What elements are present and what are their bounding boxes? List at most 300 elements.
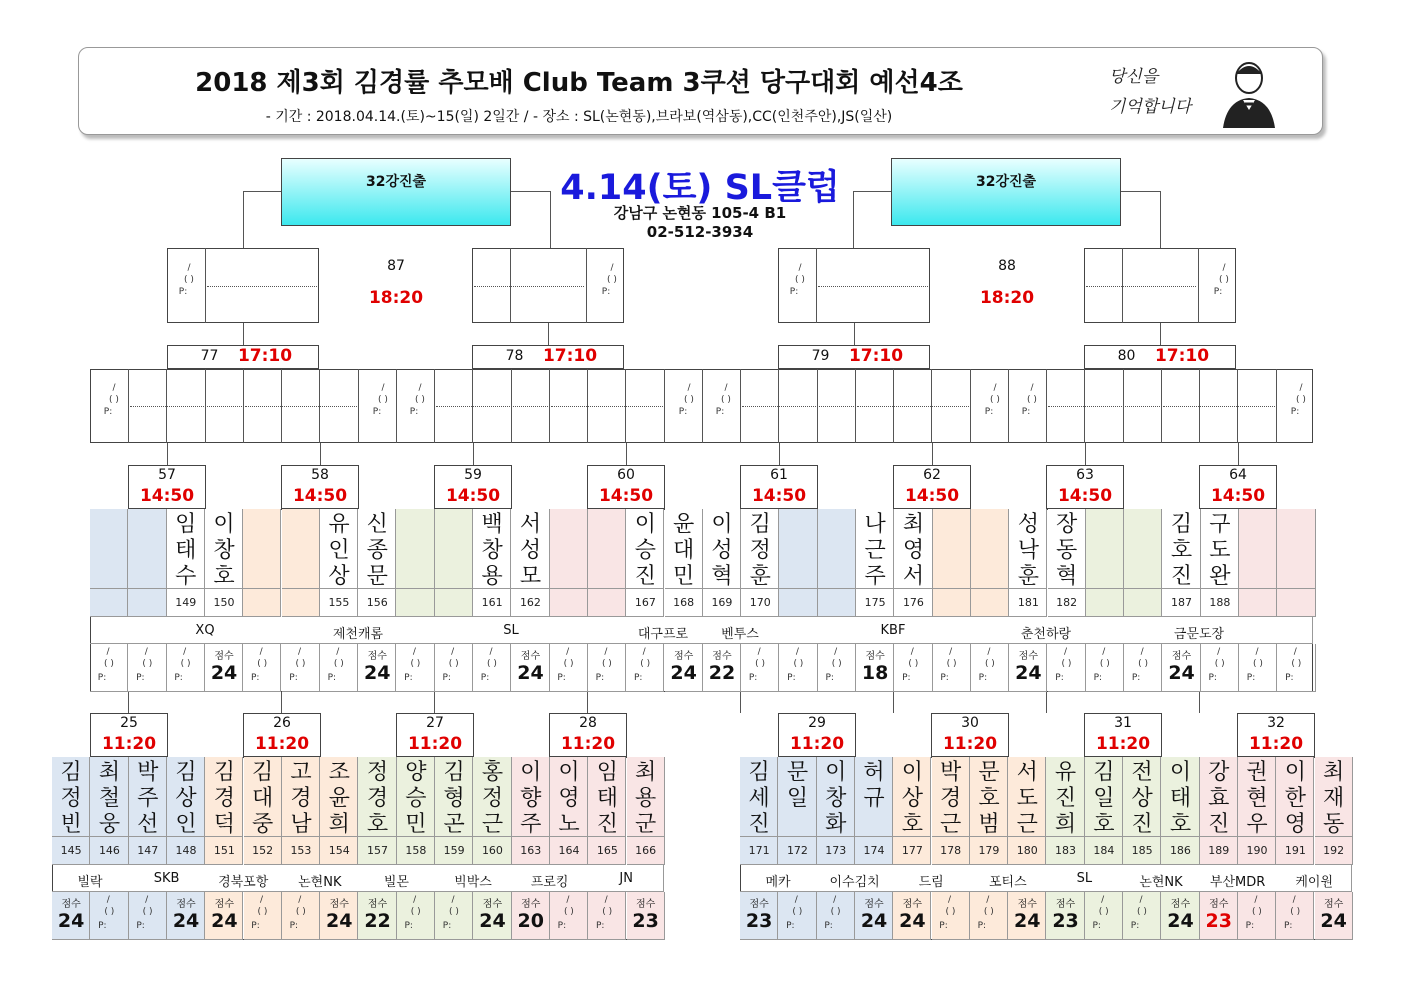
player-score: 24	[1320, 910, 1347, 932]
score-label: 점수	[1170, 899, 1191, 910]
slot-paren: ( )	[257, 659, 268, 669]
slot-paren: ( )	[601, 659, 612, 669]
bracket-line	[205, 248, 206, 323]
player-number: 179	[978, 844, 1000, 857]
player-name: 구도완	[1209, 512, 1231, 589]
player-name: 신종문	[366, 512, 388, 589]
score-label: 점수	[329, 899, 349, 910]
slot-slash: /	[413, 895, 417, 905]
player-name: 이승진	[634, 512, 656, 589]
bracket-line	[970, 369, 971, 443]
slot-slash: /	[297, 647, 302, 657]
club-name: 대구프로	[637, 627, 689, 642]
slot-slash: /	[724, 383, 728, 393]
score-label: 점수	[1171, 651, 1192, 662]
player-column	[933, 509, 971, 589]
score-label: 점수	[712, 651, 732, 662]
score-label: 점수	[214, 899, 234, 910]
number-cell	[1124, 589, 1162, 617]
slot-paren: ( )	[410, 659, 421, 669]
player-score: 24	[860, 910, 888, 932]
slot-p: P:	[902, 673, 911, 683]
game-time: 14:50	[904, 486, 960, 506]
slot-paren: ( )	[684, 395, 694, 405]
slot-p: P:	[1246, 673, 1256, 683]
slot-slash: /	[183, 647, 187, 657]
player-name: 권현우	[1246, 760, 1268, 837]
slot-paren: ( )	[793, 659, 804, 669]
slot-p: P:	[289, 673, 298, 683]
slot-paren: ( )	[109, 395, 119, 405]
number-cell	[396, 589, 434, 617]
player-number: 167	[634, 596, 656, 609]
score-label: 점수	[902, 899, 922, 910]
slot-paren: ( )	[640, 659, 651, 669]
player-name: 이향주	[520, 760, 542, 837]
bracket-line	[434, 369, 435, 443]
slot-slash: /	[187, 263, 191, 273]
club-name: 논현NK	[1139, 875, 1183, 890]
slot-p: P:	[824, 921, 833, 931]
game-number: 87	[387, 258, 405, 274]
slot-p: P:	[1131, 673, 1141, 683]
club-name: SL	[1076, 871, 1093, 886]
bracket-line	[167, 443, 168, 465]
slot-p: P:	[1285, 673, 1294, 683]
score-dots	[742, 406, 854, 407]
slot-p: P:	[977, 921, 987, 931]
bracket-line	[932, 443, 933, 465]
slot-slash: /	[604, 895, 608, 905]
slot-p: P:	[1021, 407, 1031, 417]
slot-slash: /	[993, 383, 997, 393]
player-name: 이창호	[213, 512, 235, 589]
slot-p: P:	[748, 673, 758, 683]
game-time: 17:10	[237, 346, 293, 366]
player-name: 성낙훈	[1017, 512, 1039, 589]
slot-slash: /	[798, 263, 802, 273]
player-number: 168	[673, 596, 695, 609]
bracket-line	[320, 443, 321, 465]
player-score: 18	[861, 662, 889, 684]
number-cell	[550, 589, 588, 617]
game-number: 26	[273, 715, 291, 731]
player-column	[779, 509, 817, 589]
player-name: 김일호	[1093, 760, 1115, 837]
bracket-line	[1238, 443, 1239, 465]
slot-paren: ( )	[984, 659, 995, 669]
player-score: 23	[745, 910, 773, 932]
player-name: 이한영	[1284, 760, 1306, 837]
slot-paren: ( )	[295, 659, 306, 669]
venue-title: 4.14(토) SL클럽	[560, 168, 840, 208]
slot-paren: ( )	[607, 275, 617, 285]
slot-p: P:	[939, 921, 948, 931]
slot-slash: /	[833, 895, 837, 905]
player-name: 최철웅	[98, 760, 121, 837]
slot-p: P:	[178, 287, 188, 297]
slot-slash: /	[910, 647, 914, 657]
number-cell	[1277, 589, 1315, 617]
player-score: 24	[326, 910, 353, 932]
slot-p: P:	[595, 673, 605, 683]
game-number: 30	[961, 715, 979, 731]
player-score: 24	[670, 662, 697, 684]
player-name: 유진희	[1054, 760, 1077, 837]
bracket-line	[740, 369, 741, 443]
slot-paren: ( )	[1138, 659, 1149, 669]
player-number: 170	[749, 596, 771, 609]
number-cell	[1086, 589, 1124, 617]
slot-paren: ( )	[257, 907, 268, 917]
slot-p: P:	[289, 921, 299, 931]
player-column	[128, 509, 166, 589]
game-number: 88	[998, 258, 1016, 274]
slot-paren: ( )	[946, 659, 957, 669]
score-label: 점수	[864, 899, 884, 910]
score-label: 점수	[1323, 899, 1344, 910]
slot-paren: ( )	[563, 659, 574, 669]
bracket-line	[626, 443, 627, 465]
slot-slash: /	[795, 647, 799, 657]
slot-p: P:	[409, 407, 419, 417]
bracket-line	[548, 323, 549, 345]
game-time: 18:20	[368, 288, 424, 308]
bracket-line	[1121, 191, 1161, 192]
player-number: 164	[558, 844, 580, 857]
bracket-line	[243, 191, 244, 248]
club-name: XQ	[195, 623, 215, 638]
game-time: 14:50	[598, 486, 654, 506]
game-number: 61	[770, 467, 788, 483]
player-number: 154	[328, 844, 350, 857]
club-name: 메카	[765, 875, 791, 890]
bracket-line	[549, 369, 550, 443]
slot-p: P:	[103, 407, 113, 417]
player-name: 김형곤	[443, 760, 465, 837]
slot-slash: /	[949, 647, 953, 657]
player-column	[282, 509, 320, 589]
slot-slash: /	[1217, 647, 1221, 657]
slot-paren: ( )	[184, 275, 194, 285]
player-number: 185	[1131, 844, 1153, 857]
score-label: 점수	[520, 651, 541, 662]
player-score: 24	[1014, 910, 1041, 932]
slot-paren: ( )	[1251, 907, 1262, 917]
number-cell	[243, 589, 281, 617]
bracket-line	[243, 323, 244, 345]
player-score: 24	[57, 910, 85, 932]
slot-p: P:	[595, 921, 605, 931]
player-number: 178	[940, 844, 962, 857]
player-name: 최용군	[635, 760, 657, 837]
bracket-line	[281, 692, 282, 713]
game-number: 59	[464, 467, 482, 483]
player-column	[550, 509, 588, 589]
score-dots	[857, 406, 969, 407]
slot-paren: ( )	[1290, 907, 1301, 917]
game-time: 17:10	[848, 346, 904, 366]
slot-p: P:	[250, 673, 260, 683]
player-number: 165	[596, 844, 618, 857]
bracket-line	[853, 191, 891, 192]
player-number: 161	[481, 596, 503, 609]
slot-paren: ( )	[1137, 907, 1147, 917]
player-score: 23	[1052, 910, 1079, 932]
bracket-line	[702, 369, 703, 443]
game-number: 78	[505, 348, 524, 364]
player-name: 고경남	[290, 760, 312, 837]
slot-p: P:	[136, 921, 145, 931]
slot-slash: /	[106, 647, 110, 657]
score-dots	[551, 406, 663, 407]
player-name: 김상인	[175, 760, 197, 837]
player-name: 최재동	[1323, 760, 1345, 837]
player-name: 박경근	[940, 760, 962, 837]
player-number: 181	[1017, 596, 1039, 609]
player-name: 양승민	[405, 760, 427, 837]
score-label: 점수	[367, 899, 388, 910]
slot-p: P:	[1055, 673, 1064, 683]
player-number: 160	[481, 844, 503, 857]
player-name: 김경덕	[213, 760, 235, 837]
player-name: 김대중	[252, 760, 274, 837]
club-name: 빌몬	[383, 875, 409, 890]
player-number: 157	[367, 844, 389, 857]
player-number: 153	[290, 844, 312, 857]
player-number: 152	[252, 844, 274, 857]
player-name: 유인상	[328, 512, 350, 589]
number-cell	[128, 589, 166, 617]
player-score: 24	[899, 910, 926, 932]
player-number: 158	[405, 844, 427, 857]
player-number: 176	[902, 596, 924, 609]
player-score: 22	[364, 910, 391, 932]
slot-p: P:	[136, 673, 145, 683]
slot-paren: ( )	[180, 659, 191, 669]
slot-slash: /	[1292, 895, 1296, 905]
game-number: 80	[1117, 348, 1136, 364]
game-time: 11:20	[254, 734, 310, 754]
game-time: 14:50	[1210, 486, 1266, 506]
slot-slash: /	[947, 895, 952, 905]
slot-p: P:	[1213, 287, 1223, 297]
player-score: 24	[1015, 662, 1042, 684]
slot-p: P:	[1290, 407, 1300, 417]
slot-paren: ( )	[448, 659, 459, 669]
game-time: 11:20	[942, 734, 998, 754]
player-number: 189	[1208, 844, 1230, 857]
player-name: 박주선	[137, 760, 159, 837]
game-number: 27	[426, 715, 444, 731]
game-number: 57	[158, 467, 176, 483]
slot-paren: ( )	[990, 395, 1000, 405]
slot-slash: /	[687, 383, 691, 393]
player-number: 146	[98, 844, 120, 857]
slot-p: P:	[789, 287, 799, 297]
slot-slash: /	[1293, 647, 1297, 657]
slot-p: P:	[327, 673, 337, 683]
slot-paren: ( )	[142, 659, 153, 669]
slot-paren: ( )	[487, 659, 497, 669]
slot-slash: /	[604, 647, 608, 657]
bracket-line	[243, 369, 244, 443]
player-name: 김호진	[1170, 512, 1193, 589]
slot-paren: ( )	[1291, 659, 1302, 669]
venue-address	[545, 204, 855, 242]
player-number: 155	[328, 596, 350, 609]
slot-paren: ( )	[1253, 659, 1263, 669]
bracket-line	[854, 323, 855, 345]
player-number: 183	[1055, 844, 1077, 857]
slot-paren: ( )	[142, 907, 153, 917]
player-number: 145	[60, 844, 82, 857]
player-number: 166	[635, 844, 657, 857]
player-number: 190	[1246, 844, 1268, 857]
slot-paren: ( )	[830, 907, 841, 917]
game-time: 11:20	[407, 734, 463, 754]
score-label: 점수	[1209, 899, 1229, 910]
slot-slash: /	[145, 895, 149, 905]
club-name: 금문도장	[1173, 627, 1225, 642]
logo-line-1: 당신을	[1109, 67, 1159, 87]
game-number: 79	[811, 348, 830, 364]
slot-p: P:	[786, 921, 795, 931]
header-banner	[78, 47, 1323, 135]
game-time: 11:20	[560, 734, 616, 754]
bracket-line	[396, 369, 397, 443]
slot-paren: ( )	[602, 907, 613, 917]
number-cell	[779, 589, 817, 617]
player-number: 173	[825, 844, 847, 857]
slot-slash: /	[1254, 895, 1258, 905]
player-number: 172	[786, 844, 808, 857]
slot-paren: ( )	[795, 275, 805, 285]
score-label: 점수	[749, 899, 769, 910]
slot-p: P:	[1130, 921, 1140, 931]
player-number: 186	[1169, 844, 1191, 857]
score-label: 점수	[61, 899, 81, 910]
bracket-line	[1160, 191, 1161, 248]
slot-p: P:	[372, 407, 382, 417]
club-name: 빌락	[77, 875, 103, 890]
slot-p: P:	[442, 921, 452, 931]
slot-slash: /	[336, 647, 340, 657]
player-number: 147	[137, 844, 159, 857]
slot-slash: /	[489, 647, 493, 657]
slot-paren: ( )	[721, 395, 731, 405]
player-name: 이영노	[558, 760, 580, 837]
logo-line-2: 기억합니다	[1109, 97, 1192, 117]
player-name: 서도근	[1016, 760, 1038, 837]
bracket-line	[1161, 369, 1162, 443]
slot-paren: ( )	[908, 659, 919, 669]
slot-p: P:	[825, 673, 834, 683]
slot-slash: /	[834, 647, 838, 657]
bracket-line	[1160, 323, 1161, 345]
game-time: 17:10	[542, 346, 598, 366]
player-number: 177	[901, 844, 923, 857]
bracket-line	[128, 369, 129, 443]
club-name: 드림	[918, 875, 944, 890]
player-number: 151	[213, 844, 235, 857]
slot-p: P:	[633, 673, 643, 683]
player-number: 163	[520, 844, 542, 857]
game-number: 77	[200, 348, 219, 364]
slot-slash: /	[610, 263, 614, 273]
game-number: 64	[1229, 467, 1247, 483]
game-time: 14:50	[292, 486, 348, 506]
game-number: 62	[923, 467, 941, 483]
slot-slash: /	[1030, 383, 1034, 393]
advance-box: 32강진출	[281, 158, 511, 226]
advance-box: 32강진출	[891, 158, 1121, 226]
slot-slash: /	[566, 647, 570, 657]
bracket-line	[550, 191, 551, 248]
slot-p: P:	[557, 921, 567, 931]
player-number: 191	[1284, 844, 1306, 857]
score-label: 점수	[673, 651, 694, 662]
slot-paren: ( )	[1027, 395, 1037, 405]
game-time: 14:50	[1057, 486, 1113, 506]
bracket-line	[587, 692, 588, 713]
player-number: 150	[213, 596, 235, 609]
player-number: 162	[519, 596, 541, 609]
player-name: 이상호	[901, 760, 923, 837]
player-column	[435, 509, 473, 589]
slot-paren: ( )	[1219, 275, 1229, 285]
club-name: KBF	[880, 623, 906, 638]
player-number: 184	[1093, 844, 1115, 857]
player-name: 서성모	[519, 512, 542, 589]
game-number: 32	[1267, 715, 1285, 731]
bracket-line	[664, 369, 665, 443]
player-score: 24	[1168, 662, 1195, 684]
bracket-line	[740, 692, 741, 713]
slot-p: P:	[442, 673, 451, 683]
number-cell	[1239, 589, 1277, 617]
bracket-line	[1199, 692, 1200, 713]
slot-p: P:	[97, 673, 107, 683]
slot-paren: ( )	[831, 659, 842, 669]
bracket-line	[586, 248, 587, 323]
player-number: 180	[1016, 844, 1038, 857]
bracket-line	[779, 443, 780, 465]
slot-paren: ( )	[1296, 395, 1306, 405]
player-number: 169	[711, 596, 733, 609]
slot-slash: /	[451, 647, 455, 657]
score-label: 점수	[1055, 899, 1076, 910]
player-name: 문호범	[978, 760, 1000, 837]
score-label: 점수	[865, 651, 885, 662]
score-label: 점수	[635, 899, 656, 910]
player-name: 허규	[863, 760, 885, 811]
memorial-logo	[1109, 62, 1191, 122]
player-number: 156	[366, 596, 388, 609]
page-title: 2018 제3회 김경률 추모배 Club Team 3쿠션 당구대회 예선4조	[195, 68, 963, 98]
player-column	[1239, 509, 1277, 589]
slot-slash: /	[1255, 647, 1259, 657]
slot-p: P:	[404, 673, 413, 683]
slot-p: P:	[940, 673, 949, 683]
slot-paren: ( )	[1061, 659, 1072, 669]
player-number: 148	[175, 844, 197, 857]
player-name: 강효진	[1208, 760, 1230, 837]
slot-slash: /	[642, 647, 646, 657]
club-name: 부산MDR	[1209, 875, 1266, 890]
game-time: 11:20	[1248, 734, 1304, 754]
bracket-line	[434, 692, 435, 713]
